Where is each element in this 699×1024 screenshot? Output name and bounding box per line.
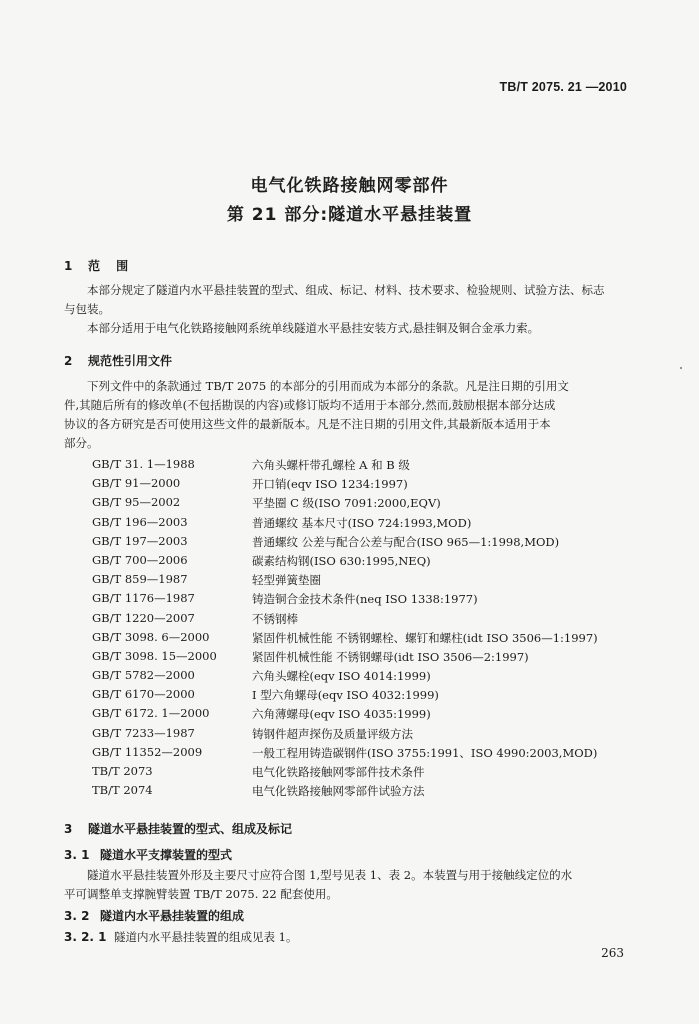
subsection-number: 3. 2 [64,909,90,923]
reference-code: GB/T 6172. 1—2000 [92,706,210,721]
reference-title: 电气化铁路接触网零部件技术条件 [252,765,425,779]
reference-code: GB/T 859—1987 [92,572,188,587]
reference-title: I 型六角螺母(eqv ISO 4032:1999) [252,688,439,703]
reference-code: GB/T 196—2003 [92,514,188,529]
section-number: 3 [64,822,73,836]
section-title: 规范性引用文件 [88,354,173,368]
reference-code: GB/T 6170—2000 [92,687,195,702]
page-number: 263 [601,946,624,960]
subsection-title: 隧道内水平悬挂装置的组成 [100,909,245,923]
reference-code: GB/T 31. 1—1988 [92,457,195,471]
section-number: 1 [64,259,73,273]
paragraph-line: 与包装。 [64,302,110,316]
scan-speck [680,367,682,369]
reference-code: TB/T 2073 [92,764,153,778]
section-title: 范 围 [88,259,135,273]
clause-number: 3. 2. 1 [64,930,107,944]
reference-code: GB/T 91—2000 [92,476,181,491]
document-title [0,172,699,230]
paragraph-line: 协议的各方研究是否可使用这些文件的最新版本。凡是不注日期的引用文件,其最新版本适用于本 [64,417,551,431]
reference-code: GB/T 11352—2009 [92,744,203,759]
reference-title: 铸钢件超声探伤及质量评级方法 [252,726,413,741]
reference-title: 紧固件机械性能 不锈钢螺母(idt ISO 3506—2:1997) [252,649,529,664]
subsection-title: 隧道水平支撑装置的型式 [100,848,233,862]
reference-title: 轻型弹簧垫圈 [252,573,321,588]
reference-code: GB/T 5782—2000 [92,668,195,683]
reference-title: 铸造铜合金技术条件(neq ISO 1338:1977) [252,592,478,607]
reference-code: GB/T 3098. 6—2000 [92,629,210,644]
paragraph-line: 下列文件中的条款通过 TB/T 2075 的本部分的引用而成为本部分的条款。凡是注日期的引用文 [87,379,569,393]
reference-title: 电气化铁路接触网零部件试验方法 [252,784,425,799]
subsection-3-1-heading [64,846,232,863]
standard-code: TB/T 2075. 21 —2010 [499,80,627,94]
paragraph-line: 部分。 [64,436,99,450]
section-2-heading [64,352,172,369]
title-line-1: 电气化铁路接触网零部件 [250,176,449,196]
reference-title: 六角薄螺母(eqv ISO 4035:1999) [252,707,431,722]
paragraph-line: 本部分规定了隧道内水平悬挂装置的型式、组成、标记、材料、技术要求、检验规则、试验方法、标志 [87,283,605,297]
reference-code: GB/T 3098. 15—2000 [92,648,217,663]
section-number: 2 [64,354,73,368]
clause-3-2-1 [64,929,297,945]
subsection-3-2-heading [64,907,244,924]
reference-code: GB/T 700—2006 [92,552,188,567]
reference-code: GB/T 1176—1987 [92,591,195,606]
paragraph-line: 件,其随后所有的修改单(不包括勘误的内容)或修订版均不适用于本部分,然而,鼓励根据本部分达成 [64,398,556,412]
paragraph-line: 本部分适用于电气化铁路接触网系统单线隧道水平悬挂安装方式,悬挂铜及铜合金承力索。 [87,321,540,335]
reference-title: 平垫圈 C 级(ISO 7091:2000,EQV) [252,496,441,511]
reference-code: GB/T 1220—2007 [92,610,195,625]
subsection-number: 3. 1 [64,848,90,862]
reference-title: 开口销(eqv ISO 1234:1997) [252,477,408,492]
section-3-heading [64,820,292,837]
reference-code: TB/T 2074 [92,783,153,798]
section-title: 隧道水平悬挂装置的型式、组成及标记 [88,822,293,836]
reference-title: 普通螺纹 基本尺寸(ISO 724:1993,MOD) [252,515,472,530]
reference-code: GB/T 7233—1987 [92,725,195,740]
reference-title: 碳素结构钢(ISO 630:1995,NEQ) [252,553,431,568]
paragraph-line: 隧道水平悬挂装置外形及主要尺寸应符合图 1,型号见表 1、表 2。本装置与用于接触线定位的水 [87,868,573,882]
reference-title: 一般工程用铸造碳钢件(ISO 3755:1991、ISO 4990:2003,MOD) [252,745,598,760]
reference-title: 六角头螺杆带孔螺栓 A 和 B 级 [252,458,410,472]
title-line-2: 第 21 部分:隧道水平悬挂装置 [226,205,473,225]
reference-title: 普通螺纹 公差与配合公差与配合(ISO 965—1:1998,MOD) [252,534,560,549]
reference-code: GB/T 95—2002 [92,495,181,510]
reference-code: GB/T 197—2003 [92,533,188,548]
reference-title: 紧固件机械性能 不锈钢螺栓、螺钉和螺柱(idt ISO 3506—1:1997) [252,630,598,645]
section-1-heading [64,257,134,274]
reference-title: 不锈钢棒 [252,611,298,626]
reference-title: 六角头螺栓(eqv ISO 4014:1999) [252,669,431,684]
paragraph-line: 平可调整单支撑腕臂装置 TB/T 2075. 22 配套使用。 [64,887,338,901]
clause-text: 隧道内水平悬挂装置的组成见表 1。 [114,930,298,944]
